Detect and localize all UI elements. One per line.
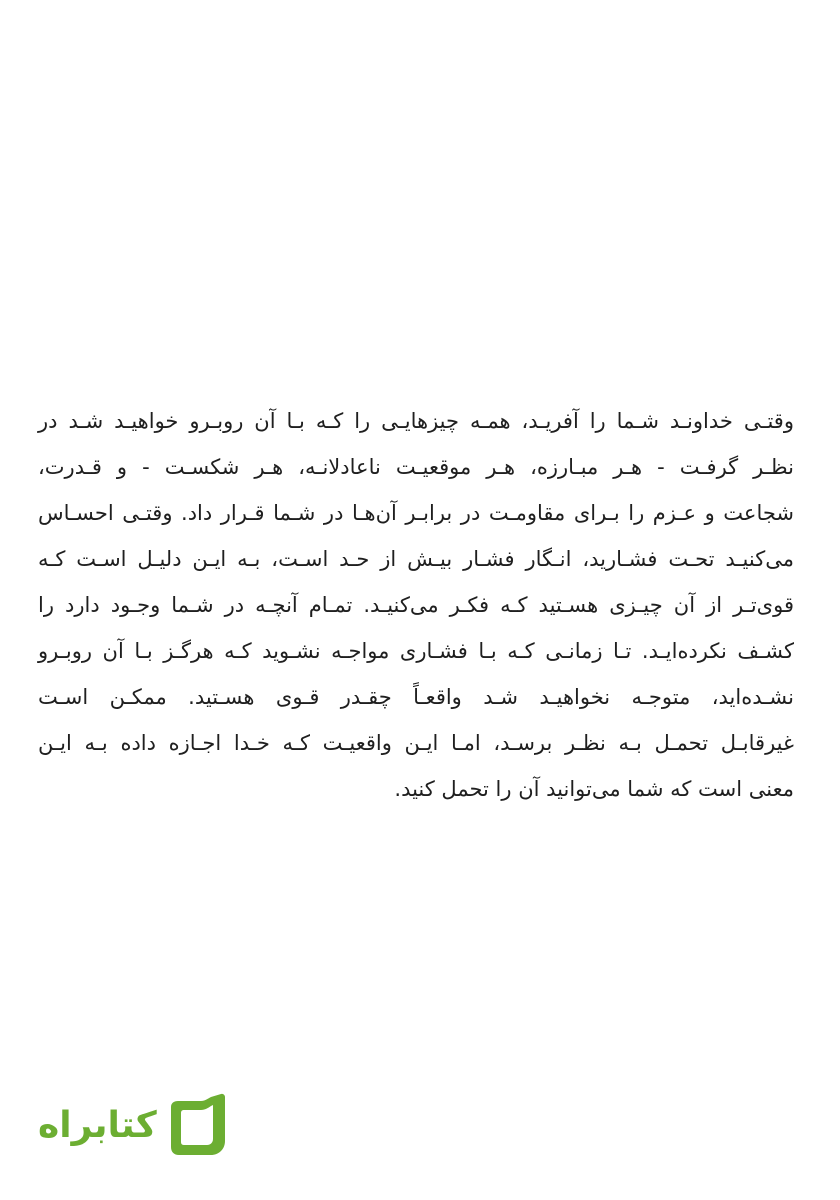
paragraph-line: می‌کنیـد تحـت فشـارید، انـگار فشـار بیـش از حـد اسـت، بـه ایـن دلیـل اسـت کـه [38,547,794,571]
quote-paragraph [38,398,794,812]
paragraph-line: نظـر گرفـت - هـر مبـارزه، هـر موقعیـت ناعادلانـه، هـر شکسـت - و قـدرت، [38,455,794,479]
paragraph-line: شجاعت و عـزم را بـرای مقاومـت در برابـر آن‌هـا در شـما قـرار داد. وقتـی احسـاس [38,501,794,525]
paragraph-line: قوی‌تـر از آن چیـزی هسـتید کـه فکـر می‌کنیـد. تمـام آنچـه در شـما وجـود دارد را [38,593,794,617]
paragraph-line: نشـده‌اید، متوجـه نخواهیـد شـد واقعـاً چقـدر قـوی هسـتید. ممکـن اسـت [38,685,794,709]
paragraph-line: غیرقابـل تحمـل بـه نظـر برسـد، امـا ایـن واقعیـت کـه خـدا اجـازه داده بـه ایـن [38,731,794,755]
book-leaf-icon [161,1093,231,1159]
paragraph-line: کشـف نکرده‌ایـد. تـا زمانـی کـه بـا فشـاری مواجـه نشـوید کـه هرگـز بـا آن روبـرو [38,639,794,663]
paragraph-line: وقتـی خداونـد شـما را آفریـد، همـه چیزهایـی را کـه بـا آن روبـرو خواهیـد شـد در [38,409,794,433]
ketabrah-logo [38,1090,218,1162]
logo-wordmark: کتابراه [38,1105,157,1146]
paragraph-line: معنی است که شما می‌توانید آن را تحمل کنید. [394,777,794,801]
